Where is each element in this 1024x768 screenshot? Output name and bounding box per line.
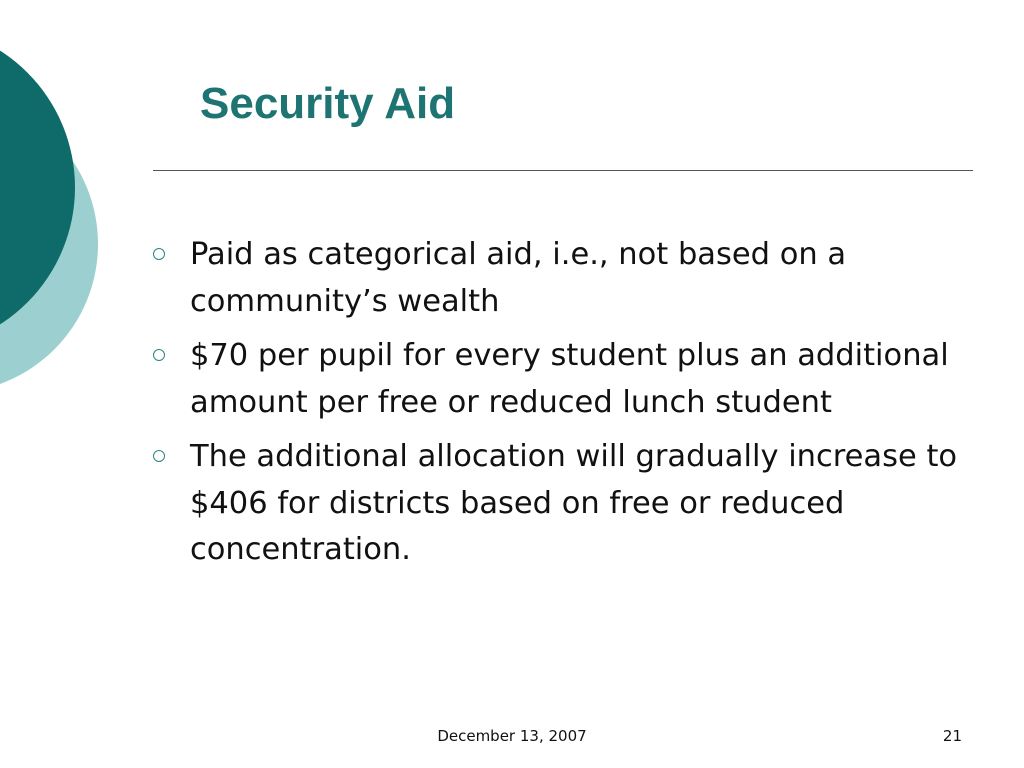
bullet-text: The additional allocation will gradually increase to $406 for districts based on free or reduced concentration. xyxy=(190,439,958,567)
slide-title: Security Aid xyxy=(200,79,456,128)
bullet-item xyxy=(150,232,980,325)
footer-date: December 13, 2007 xyxy=(437,727,587,745)
title-divider xyxy=(153,170,973,171)
hollow-circle-bullet-icon xyxy=(153,450,165,462)
bullet-text: $70 per pupil for every student plus an additional amount per free or reduced lunch student xyxy=(190,338,949,420)
bullet-text: Paid as categorical aid, i.e., not based on a community’s wealth xyxy=(190,237,847,319)
bullet-item xyxy=(150,333,980,426)
page-number: 21 xyxy=(942,727,962,745)
hollow-circle-bullet-icon xyxy=(153,248,165,260)
bullet-list xyxy=(150,232,980,582)
bullet-item xyxy=(150,434,980,574)
hollow-circle-bullet-icon xyxy=(153,349,165,361)
